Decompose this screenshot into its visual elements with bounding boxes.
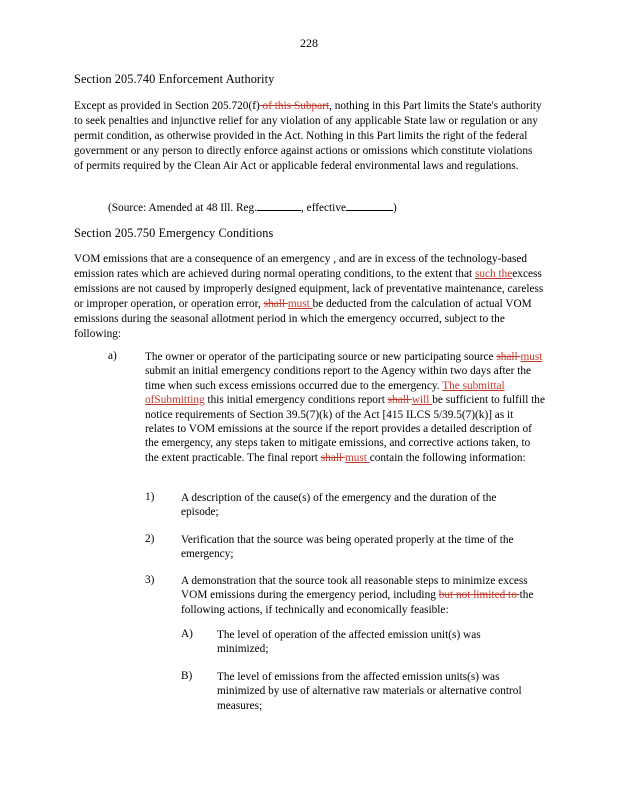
list-item: A description of the cause(s) of the emergency and the duration of the episode;: [181, 492, 497, 519]
item-label: 2): [145, 533, 155, 545]
subitem-label: A): [181, 628, 193, 640]
item-label: 3): [145, 574, 155, 586]
deleted-text: shall: [320, 451, 345, 464]
list-item: Verification that the source was being operated properly at the time of the emergency;: [181, 534, 514, 561]
section-750-paragraph: VOM emissions that are a consequence of an emergency , and are in excess of the technology-based emission rates which are achieved during normal operating conditions, to the extent that such theexcess emissions are not caused by improperly designed equipment, lack of preventative maintenance, careless or improper operation, or operation error, shall must be deducted from the calculation of actual VOM emissions during the seasonal allotment period in which the emergency occurred, subject to the following:: [74, 253, 544, 340]
source-note: (Source: Amended at 48 Ill. Reg. , effective ): [108, 202, 397, 214]
deleted-text: of this Subpart: [259, 100, 330, 112]
section-740-heading: Section 205.740 Enforcement Authority: [74, 72, 275, 86]
inserted-text: must: [344, 451, 370, 464]
list-item: The level of emissions from the affected emission units(s) was minimized by use of alternative raw materials or alternative control measures;: [217, 671, 522, 712]
subitem-label: B): [181, 670, 193, 682]
inserted-text: must: [287, 298, 313, 310]
section-740-paragraph: Except as provided in Section 205.720(f) of this Subpart, nothing in this Part limits the State's authority to seek penalties and injunctive relief for any violation of any applicable State law or regulation or any permit condition, as otherwise provided in the Act. Nothing in this Part limits the right of the federal government or any person to directly enforce against actions or omissions which constitute violations of permits required by the Clean Air Act or applicable federal environmental laws and regulations.: [74, 100, 542, 172]
inserted-text: must: [520, 351, 543, 363]
deleted-text: shall: [496, 351, 521, 363]
deleted-text: but not limited to: [438, 589, 520, 602]
item-label: 1): [145, 491, 155, 503]
inserted-text: The submittal of: [145, 379, 505, 407]
subsection-a-text: The owner or operator of the participating source or new participating source shall must submit an initial emergency conditions report to the Agency within two days after the time when such excess emissions occurred due to the emergency. The submittal ofSubmitting this initial emergency conditions report shall will be sufficient to fulfill the notice requirements of Section 39.5(7)(k) of the Act [415 ILCS 5/39.5(7)(k)] as it relates to VOM emissions at the source if the report provides a detailed description of the emergency, any steps taken to mitigate emissions, and corrective actions taken, to the extent practicable. The final report shall must contain the following information:: [145, 351, 545, 464]
deleted-text: shall: [387, 394, 412, 407]
inserted-text: such the: [474, 268, 513, 280]
list-item: The level of operation of the affected emission unit(s) was minimized;: [217, 629, 481, 656]
effective-blank: [346, 200, 393, 211]
inserted-text: Submitting: [154, 394, 205, 407]
inserted-text: will: [411, 394, 433, 407]
subsection-a-label: a): [108, 350, 117, 362]
section-750-heading: Section 205.750 Emergency Conditions: [74, 226, 274, 240]
reg-blank: [257, 200, 301, 211]
deleted-text: shall: [263, 298, 288, 310]
list-item: A demonstration that the source took all reasonable steps to minimize excess VOM emissions during the emergency period, including but not limited to the following actions, if technically and economically feasible:: [181, 575, 534, 616]
page-number: 228: [300, 36, 318, 50]
